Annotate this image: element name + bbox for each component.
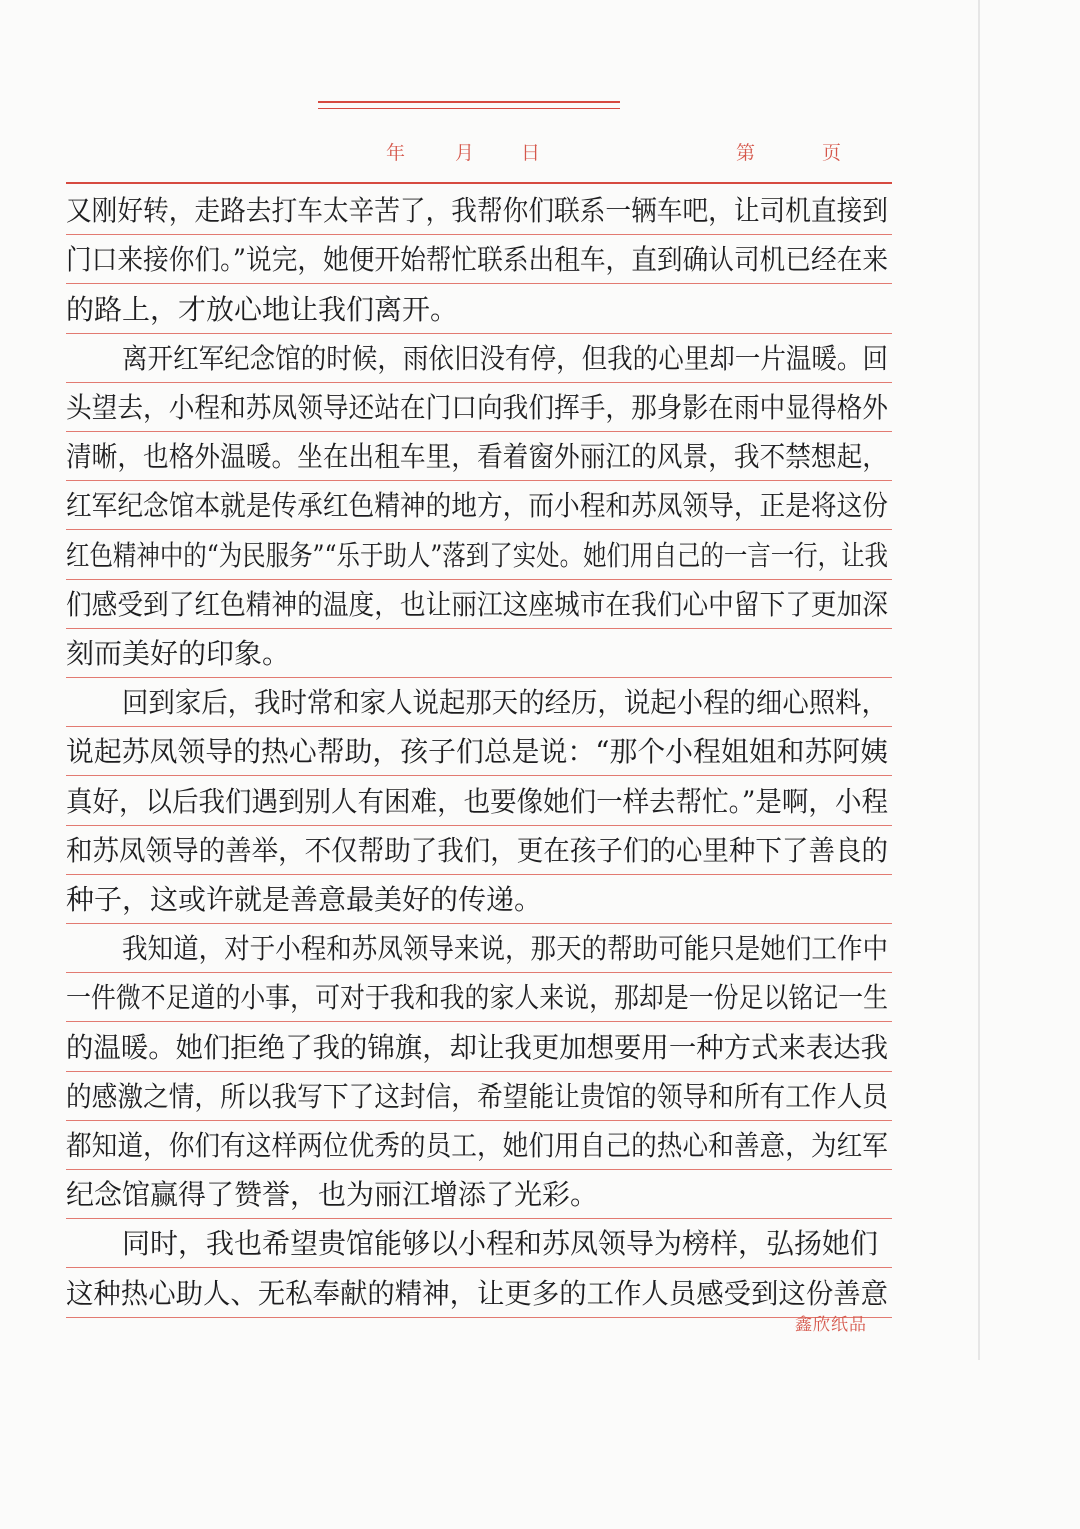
line-text: 这种热心助人、无私奉献的精神，让更多的工作人员感受到这份善意 bbox=[66, 1276, 889, 1310]
text-line bbox=[66, 530, 892, 579]
text-line bbox=[66, 678, 892, 727]
header-decoration-line-thin bbox=[318, 108, 620, 109]
line-text: 说起苏凤领导的热心帮助，孩子们总是说：“那个小程姐姐和苏阿姨 bbox=[66, 735, 889, 769]
line-text: 的感激之情，所以我写下了这封信，希望能让贵馆的领导和所有工作人员 bbox=[66, 1079, 889, 1113]
text-line bbox=[66, 334, 892, 383]
line-text: 真好，以后我们遇到别人有困难，也要像她们一样去帮忙。”是啊，小程 bbox=[66, 784, 888, 818]
text-line bbox=[66, 973, 892, 1022]
year-label: 年 bbox=[386, 142, 408, 164]
line-text: 门口来接你们。”说完，她便开始帮忙联系出租车，直到确认司机已经在来 bbox=[66, 243, 889, 277]
paper-brand-label: 鑫欣纸品 bbox=[795, 1315, 867, 1335]
line-text: 都知道，你们有这样两位优秀的员工，她们用自己的热心和善意，为红军 bbox=[66, 1128, 889, 1162]
text-line bbox=[66, 776, 892, 825]
line-text: 同时，我也希望贵馆能够以小程和苏凤领导为榜样，弘扬她们 bbox=[122, 1227, 879, 1261]
text-line bbox=[66, 186, 892, 235]
text-line bbox=[66, 924, 892, 973]
text-line bbox=[66, 284, 892, 333]
header-decoration-line bbox=[318, 101, 620, 103]
page-prefix-label: 第 bbox=[736, 142, 758, 164]
text-line bbox=[66, 383, 892, 432]
line-text: 刻而美好的印象。 bbox=[66, 636, 291, 670]
text-line bbox=[66, 235, 892, 284]
line-text: 我知道，对于小程和苏凤领导来说，那天的帮助可能只是她们工作中 bbox=[122, 932, 889, 966]
text-line bbox=[66, 629, 892, 678]
text-line bbox=[66, 1121, 892, 1170]
line-text: 的路上，才放心地让我们离开。 bbox=[66, 292, 459, 326]
line-text: 红军纪念馆本就是传承红色精神的地方，而小程和苏凤领导，正是将这份 bbox=[66, 489, 889, 523]
line-text: 又刚好转，走路去打车太辛苦了，我帮你们联系一辆车吧，让司机直接到 bbox=[66, 194, 889, 228]
day-label: 日 bbox=[521, 142, 543, 164]
text-line bbox=[66, 580, 892, 629]
text-line bbox=[66, 1268, 892, 1317]
page-suffix-label: 页 bbox=[822, 142, 844, 164]
line-text: 和苏凤领导的善举，不仅帮助了我们，更在孩子们的心里种下了善良的 bbox=[66, 833, 889, 867]
line-text: 红色精神中的“为民服务”“乐于助人”落到了实处。她们用自己的一言一行，让我 bbox=[66, 538, 889, 572]
line-text: 种子，这或许就是善意最美好的传递。 bbox=[66, 882, 543, 916]
line-text: 们感受到了红色精神的温度，也让丽江这座城市在我们心中留下了更加深 bbox=[66, 587, 889, 621]
text-line bbox=[66, 1022, 892, 1071]
text-line bbox=[66, 727, 892, 776]
line-text: 离开红军纪念馆的时候，雨依旧没有停，但我的心里却一片温暖。回 bbox=[122, 341, 889, 375]
text-line bbox=[66, 1072, 892, 1121]
line-text: 一件微不足道的小事，可对于我和我的家人来说，那却是一份足以铭记一生 bbox=[66, 981, 889, 1015]
line-text: 纪念馆赢得了赞誉，也为丽江增添了光彩。 bbox=[66, 1178, 599, 1212]
text-line bbox=[66, 1219, 892, 1268]
text-line bbox=[66, 826, 892, 875]
month-label: 月 bbox=[455, 142, 477, 164]
line-text: 的温暖。她们拒绝了我的锦旗，却让我更加想要用一种方式来表达我 bbox=[66, 1030, 889, 1064]
line-text: 清晰，也格外温暖。坐在出租车里，看着窗外丽江的风景，我不禁想起， bbox=[66, 440, 889, 474]
line-text: 头望去，小程和苏凤领导还站在门口向我们挥手，那身影在雨中显得格外 bbox=[66, 390, 889, 424]
paper-edge bbox=[978, 0, 980, 1360]
text-line bbox=[66, 432, 892, 481]
text-line bbox=[66, 481, 892, 530]
line-text: 回到家后，我时常和家人说起那天的经历，说起小程的细心照料， bbox=[122, 686, 888, 720]
text-line bbox=[66, 875, 892, 924]
header-rule bbox=[66, 182, 892, 184]
text-line bbox=[66, 1170, 892, 1219]
